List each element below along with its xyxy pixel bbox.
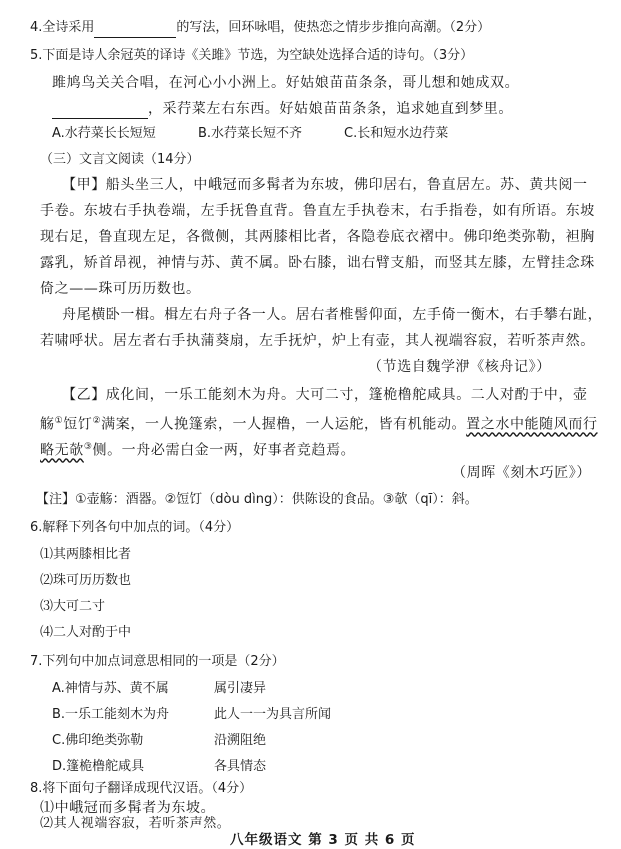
passage-a-line-2: 手卷。东坡右手执卷端，左手抚鲁直背。鲁直左手执卷末，右手指卷，如有所语。东坡 [40, 203, 595, 219]
q8-item-2: ⑵其人视端容寂，若听茶声然。 [40, 816, 231, 831]
q5-answer-blank[interactable] [52, 103, 148, 119]
passage-a-line-4: 露乳，矫首昂视，神情与苏、黄不属。卧右膝，诎右臂支船，而竖其左膝，左臂挂念珠 [40, 255, 595, 271]
section-3-heading: （三）文言文阅读（14分） [40, 152, 200, 167]
q4-suffix: 的写法，回环咏唱，使热恋之情步步推向高潮。（2分） [176, 20, 491, 35]
q7-option-b-right: 此人一一为具言所闻 [214, 707, 332, 722]
q7-option-a-left: A.神情与苏、黄不属 [52, 681, 169, 696]
passage-b-line-2-text: 满案，一人挽篷索，一人握橹，一人运舵，皆有机能动。 [101, 416, 467, 433]
passage-a-source: （节选自魏学洢《核舟记》） [368, 359, 551, 375]
q4-answer-blank[interactable] [94, 22, 176, 38]
word-hu-shang: 觞 [40, 416, 55, 433]
passage-a-line-5: 倚之——珠可历历数也。 [40, 281, 201, 297]
passage-b-source: （周晖《刻木巧匠》） [452, 465, 591, 481]
question-4 [30, 18, 490, 38]
passage-a-line-1: 【甲】船头坐三人，中峨冠而多髯者为东坡，佛印居右，鲁直居左。苏、黄共阅一 [62, 177, 588, 193]
q6-item-1: ⑴其两膝相比者 [40, 547, 132, 562]
q6-item-3: ⑶大可二寸 [40, 599, 106, 614]
q5-option-c: C.长和短水边荇菜 [344, 126, 449, 141]
q7-option-b-left: B.一乐工能刻木为舟 [52, 707, 170, 722]
footnote-marker-3: ③ [83, 442, 93, 452]
wavy-underlined-sentence-part-2: 略无欹 [40, 442, 84, 459]
q5-stem: 5.下面是诗人余冠英的译诗《关雎》节选，为空缺处选择合适的诗句。（3分） [30, 48, 474, 63]
q5-poem-line-1: 雎鸠鸟关关合唱，在河心小小洲上。好姑娘苗苗条条，哥儿想和她成双。 [52, 75, 520, 91]
wavy-underlined-sentence-part-1: 置之水中能随风而行 [466, 416, 598, 433]
page-footer: 八年级语文 第 3 页 共 6 页 [230, 832, 416, 848]
q7-option-d-left: D.篷桅橹舵咸具 [52, 759, 145, 774]
q7-option-c-left: C.佛印绝类弥勒 [52, 733, 144, 748]
passage-a-line-7: 若啸呼状。居左者右手执蒲葵扇，左手抚炉，炉上有壶，其人视端容寂，若听茶声然。 [40, 333, 595, 349]
passage-a-line-6: 舟尾横卧一楫。楫左右舟子各一人。居右者椎髻仰面，左手倚一衡木，右手攀右趾， [62, 307, 603, 323]
q7-stem: 7.下列句中加点词意思相同的一项是（2分） [30, 654, 285, 669]
q7-option-a-right: 属引凄异 [214, 681, 267, 696]
passage-b-line-1: 【乙】成化间，一乐工能刻木为舟。大可二寸，篷桅橹舵咸具。二人对酌于中，壶 [62, 387, 588, 403]
q5-poem-line-2 [52, 99, 513, 119]
q7-option-c-right: 沿溯阻绝 [214, 733, 267, 748]
q5-option-a: A.水荇菜长长短短 [52, 126, 156, 141]
q8-item-1: ⑴中峨冠而多髯者为东坡。 [40, 800, 216, 816]
q6-stem: 6.解释下列各句中加点的词。（4分） [30, 520, 240, 535]
q6-item-2: ⑵珠可历历数也 [40, 573, 132, 588]
q4-prefix: 4.全诗采用 [30, 20, 95, 35]
q5-option-b: B.水荇菜长短不齐 [198, 126, 303, 141]
passage-b-line-3-text: 侧。一舟必需白金一两，好事者竞趋焉。 [92, 442, 356, 459]
q7-option-d-right: 各具情态 [214, 759, 267, 774]
q8-stem: 8.将下面句子翻译成现代汉语。（4分） [30, 781, 253, 796]
q6-item-4: ⑷二人对酌于中 [40, 625, 132, 640]
footnote-marker-2: ② [92, 416, 102, 426]
passage-b-line-2 [40, 411, 598, 435]
footnote-marker-1: ① [54, 416, 64, 426]
word-dou-ding: 饾饤 [63, 416, 93, 433]
passage-a-line-3: 现右足，鲁直现左足，各微侧，其两膝相比者，各隐卷底衣褶中。佛印绝类弥勒，袒胸 [40, 229, 595, 245]
q5-poem-line-2-text: ，采荇菜左右东西。好姑娘苗苗条条，追求她直到梦里。 [148, 101, 513, 117]
footnotes: 【注】①壶觞：酒器。②饾饤（dòu dìng）：供陈设的食品。③欹（qī）：斜。 [36, 492, 478, 507]
passage-b-line-3 [40, 437, 355, 461]
